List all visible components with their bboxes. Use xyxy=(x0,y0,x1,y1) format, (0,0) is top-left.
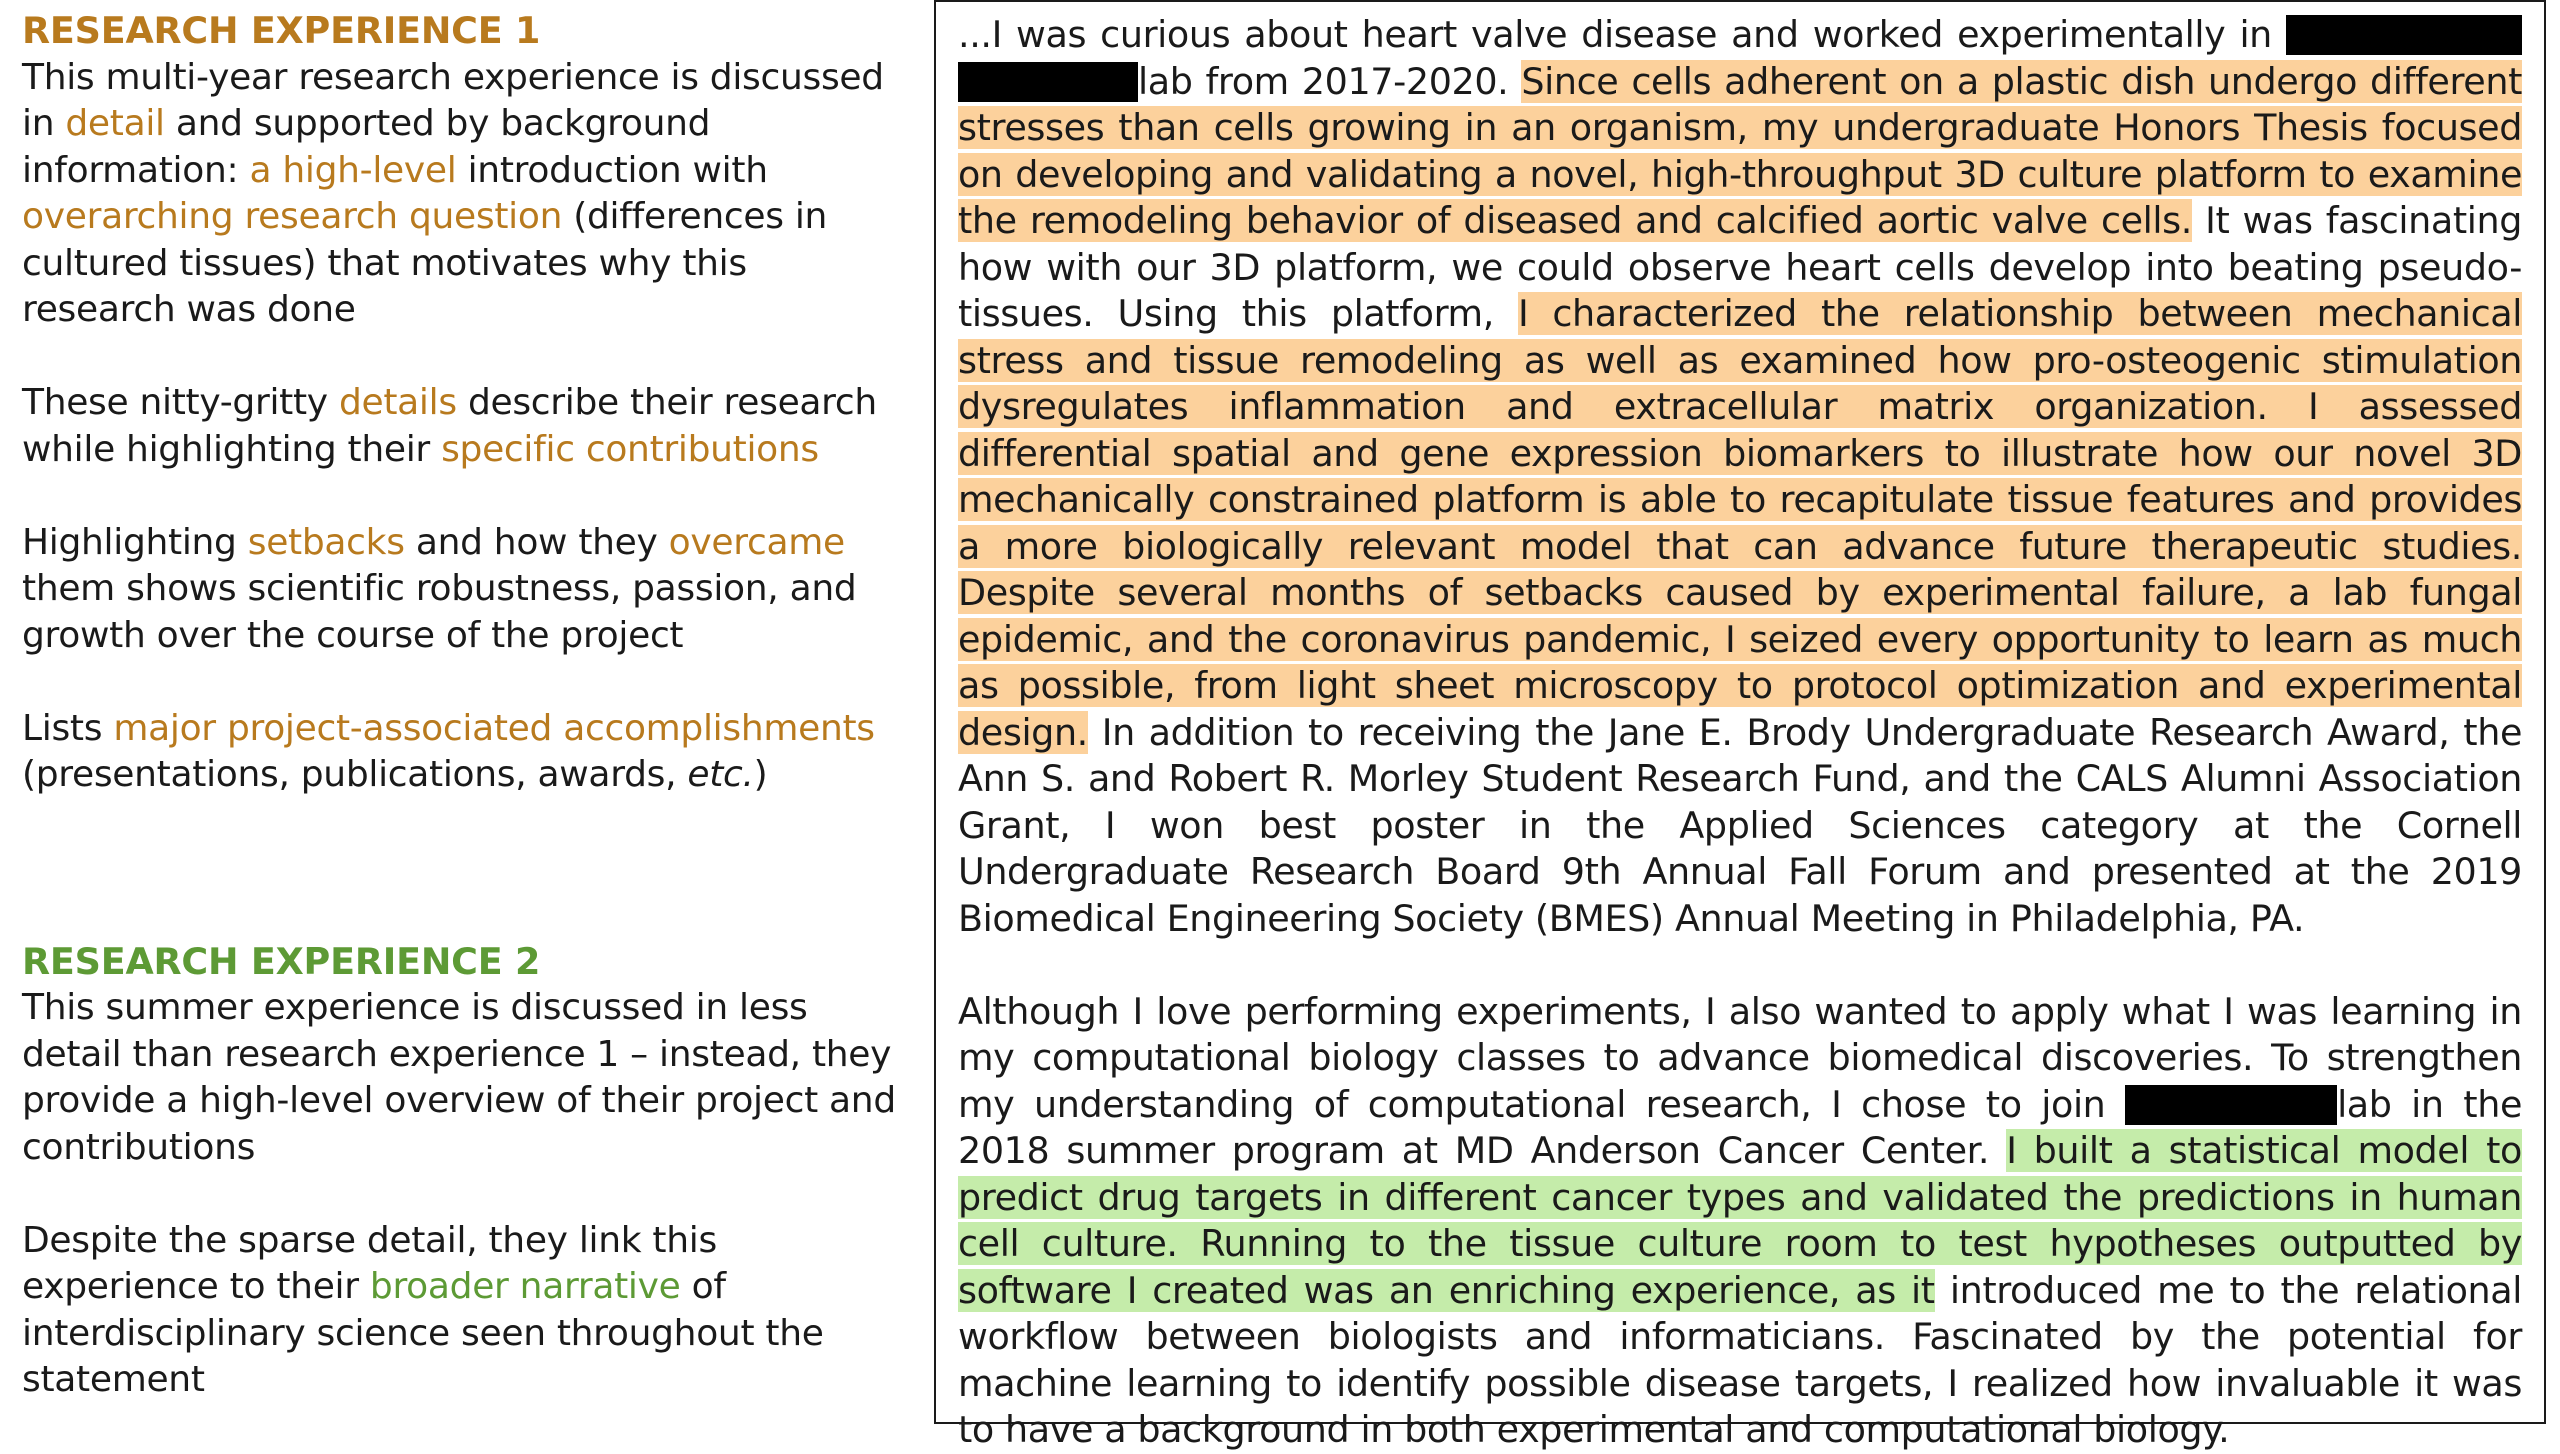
highlighted-passage: I built a statistical model to predict drug targets in different cancer types and validated the predictions in human cell culture. Running to the tissue culture room to test hypotheses outputted by software I created was an enriching experience, as it xyxy=(958,1129,2522,1312)
statement-excerpt-box xyxy=(934,0,2546,1451)
redaction-block xyxy=(2286,15,2522,55)
highlighted-keyword: major project-associated accomplishments xyxy=(113,707,875,749)
highlighted-keyword: a high-level xyxy=(249,149,457,191)
text-run: introduction with xyxy=(456,149,768,191)
text-run: These nitty-gritty xyxy=(22,382,339,423)
highlighted-keyword: specific contributions xyxy=(441,428,819,470)
text-run: and supported by background information: xyxy=(22,103,711,191)
annotation-column xyxy=(22,8,902,1404)
text-run: Although I love performing experiments, I also wanted to apply what I was learning in my computational biology classes to advance biomedical discoveries. To strengthen my understanding of computational research, I chose to join xyxy=(958,989,2522,1126)
highlighted-keyword: setbacks xyxy=(247,521,405,563)
text-run: them shows scientific robustness, passion, and growth over the course of the project xyxy=(22,568,857,656)
text-run: (presentations, publications, awards, xyxy=(22,754,688,795)
annotation-note xyxy=(22,380,902,473)
text-run: (differences in cultured tissues) that motivates why this research was done xyxy=(22,196,828,330)
highlighted-passage: Since cells adherent on a plastic dish undergo different stresses than cells growing in an organism, my undergraduate Honors Thesis focused on developing and validating a novel, high-throughput 3D culture platform to examine the remodeling behavior of diseased and calcified aortic valve cells. xyxy=(958,59,2522,242)
text-run: etc. xyxy=(687,754,754,795)
text-run: introduced me to the relational workflow between biologists and informaticians. Fascinated by the potential for machine learning to identify possible disease targets, I realized how invaluable it was to have a background in both experimental and computational biology. xyxy=(958,1268,2522,1451)
text-run: ) xyxy=(753,754,768,795)
annotation-note xyxy=(22,1218,902,1404)
section-2-notes xyxy=(22,985,902,1404)
section-2-heading: RESEARCH EXPERIENCE 2 xyxy=(22,939,541,983)
redaction-block xyxy=(958,62,1138,102)
text-run: This summer experience is discussed in less detail than research experience 1 – instead, they provide a high-level overview of their project and contributions xyxy=(22,987,896,1168)
text-run: describe their research while highlighting their xyxy=(22,382,877,470)
text-run: lab from 2017-2020. xyxy=(1138,59,1522,103)
text-run: Lists xyxy=(22,707,114,749)
section-spacer xyxy=(22,799,902,939)
redaction-block xyxy=(2125,1085,2337,1125)
highlighted-keyword: broader narrative xyxy=(369,1266,681,1307)
annotation-note xyxy=(22,985,902,1171)
highlighted-keyword: details xyxy=(338,382,457,423)
highlighted-passage: I characterized the relationship between mechanical stress and tissue remodeling as well as examined how pro-osteogenic stimulation dysregulates inflammation and extracellular matrix organization. I assessed differential spatial and gene expression biomarkers to illustrate how our novel 3D mechanically constrained platform is able to recapitulate tissue features and provides a more biologically relevant model that can advance future therapeutic studies. Despite several months of setbacks caused by experimental failure, a lab fungal epidemic, and the coronavirus pandemic, I seized every opportunity to learn as much as possible, from light sheet microscopy to protocol optimization and experimental design. xyxy=(958,292,2522,754)
statement-paragraph-1 xyxy=(958,12,2522,942)
statement-paragraph-2 xyxy=(958,989,2522,1454)
text-run: of interdisciplinary science seen throughout the statement xyxy=(22,1266,824,1400)
highlighted-keyword: overcame xyxy=(668,521,845,563)
text-run: Highlighting xyxy=(22,521,248,563)
text-run: ...I was curious about heart valve disease and worked experimentally in xyxy=(958,13,2286,56)
text-run: This multi-year research experience is discussed in xyxy=(22,56,884,144)
highlighted-keyword: detail xyxy=(65,103,165,144)
section-1-heading: RESEARCH EXPERIENCE 1 xyxy=(22,9,541,52)
text-run: lab in the 2018 summer program at MD Anderson Cancer Center. xyxy=(958,1082,2522,1172)
annotation-note xyxy=(22,55,902,334)
annotation-note xyxy=(22,706,902,799)
text-run: It was fascinating how with our 3D platform, we could observe heart cells develop into beating pseudo-tissues. Using this platform, xyxy=(958,199,2522,335)
text-run: and how they xyxy=(404,521,669,563)
text-run: Despite the sparse detail, they link this experience to their xyxy=(22,1219,717,1307)
annotation-note xyxy=(22,520,902,660)
highlighted-keyword: overarching research question xyxy=(22,196,563,237)
text-run: In addition to receiving the Jane E. Brody Undergraduate Research Award, the Ann S. and Robert R. Morley Student Research Fund, and the CALS Alumni Association Grant, I won best poster in the Applied Sciences category at the Cornell Undergraduate Research Board 9th Annual Fall Forum and presented at the 2019 Biomedical Engineering Society (BMES) Annual Meeting in Philadelphia, PA. xyxy=(958,710,2522,940)
section-1-notes xyxy=(22,55,902,799)
